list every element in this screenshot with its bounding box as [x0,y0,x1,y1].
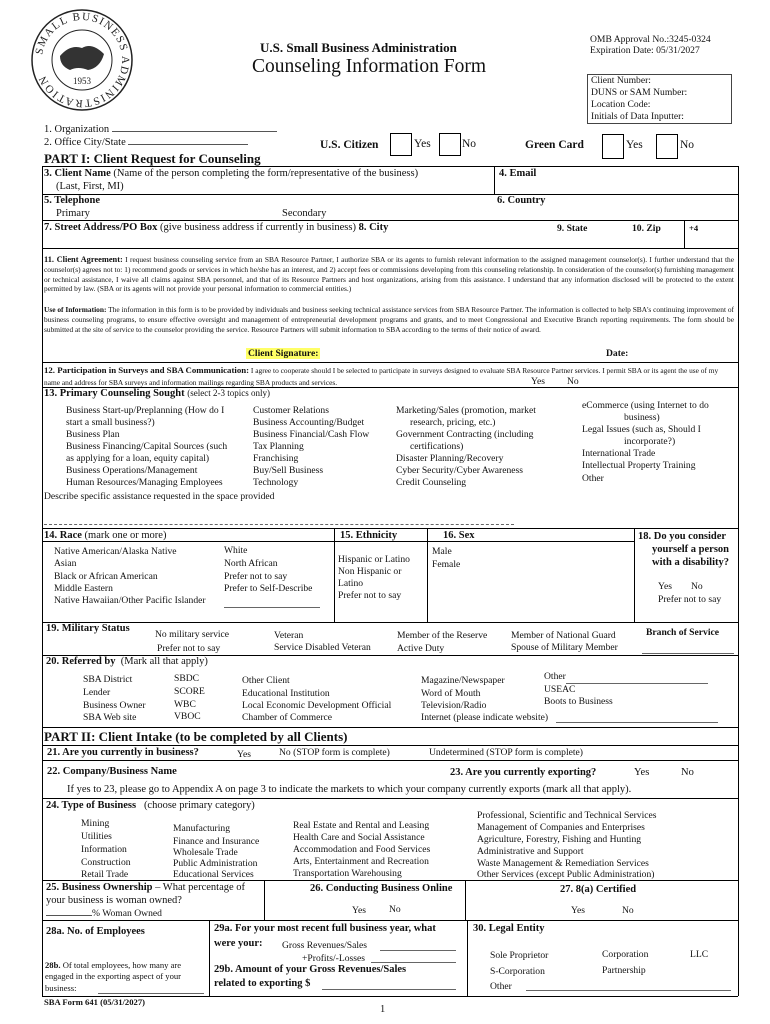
race-option[interactable]: Native American/Alaska Native [54,546,177,557]
disability-question: 18. Do you consider [638,531,727,542]
type-of-business-heading: 24. Type of Business (choose primary category) [46,800,255,811]
exporting-yes-option[interactable]: Yes [634,767,650,778]
referral-option[interactable]: WBC [174,699,196,710]
referral-option[interactable]: Internet (please indicate website) [421,712,549,723]
business-type-option[interactable]: Health Care and Social Assistance [293,832,425,843]
race-self-describe-line[interactable] [224,607,320,608]
military-option[interactable]: Active Duty [397,643,445,654]
client-name-format: (Last, First, MI) [56,181,124,192]
military-status-heading: 19. Military Status [46,623,130,634]
referral-option[interactable]: Chamber of Commerce [242,712,333,723]
sba-seal-logo [30,8,134,112]
ethnicity-heading: 15. Ethnicity [340,530,398,541]
topic-option[interactable]: Business Start-up/Preplanning (How do I [66,405,225,416]
8a-yes-option[interactable]: Yes [571,905,585,916]
citizen-no-checkbox[interactable] [439,133,461,156]
survey-participation-text: 12. Participation in Surveys and SBA Communication: I agree to cooperate should I be selected to participate in surveys designed to evaluate SBA Resource Partner services. I permit SBA or its agent the use of my name and address for SBA surveys and information mailings regarding SBA products and services. [44,365,719,387]
military-option[interactable]: Member of National Guard [511,630,616,641]
primary-phone-field[interactable]: Primary [56,208,90,219]
zip-field[interactable]: 10. Zip [632,223,661,234]
company-name-field[interactable]: 22. Company/Business Name [47,766,177,777]
survey-yes-option[interactable]: Yes [531,376,545,387]
topic-option-cont: start a small business?) [66,417,155,428]
sex-heading: 16. Sex [443,530,475,541]
describe-assistance-line[interactable] [44,524,514,525]
zip-plus4-field[interactable]: +4 [689,223,699,233]
counseling-sought-heading: 13. Primary Counseling Sought (select 2-3 topics only) [44,388,270,399]
race-option[interactable]: Native Hawaiian/Other Pacific Islander [54,595,206,606]
secondary-phone-field[interactable]: Secondary [282,208,327,219]
referred-by-heading: 20. Referred by (Mark all that apply) [46,656,208,667]
topic-option[interactable]: Other [582,473,604,484]
sex-option-male[interactable]: Male [432,546,452,557]
svg-text:1953: 1953 [73,76,91,86]
race-heading: 14. Race (mark one or more) [44,530,167,541]
page-number: 1 [380,1004,386,1015]
in-business-yes-option[interactable]: Yes [237,749,251,760]
telephone-label: 5. Telephone [44,195,101,206]
business-ownership-question-cont: your business is woman owned? [46,895,182,906]
referral-option[interactable]: SCORE [174,686,205,697]
topic-option[interactable]: Tax Planning [253,441,304,452]
survey-no-option[interactable]: No [567,376,579,387]
topic-option-cont: incorporate?) [624,436,676,447]
duns-sam-field[interactable]: DUNS or SAM Number: [591,87,688,98]
business-type-option[interactable]: Administrative and Support [477,846,584,857]
in-business-no-option[interactable]: No (STOP form is complete) [279,747,390,758]
citizen-yes-label: Yes [414,138,431,150]
business-type-option[interactable]: Waste Management & Remediation Services [477,858,649,869]
in-business-question: 21. Are you currently in business? [47,747,199,758]
legal-entity-option[interactable]: S-Corporation [490,966,545,977]
topic-option-cont: as applying for a loan, equity capital) [66,453,210,464]
ethnicity-option[interactable]: Non Hispanic or [338,566,402,577]
topic-option[interactable]: Government Contracting (including [396,429,534,440]
race-option[interactable]: Asian [54,558,77,569]
greencard-no-checkbox[interactable] [656,134,678,159]
client-agreement-text: 11. Client Agreement: I request business counseling service from an SBA Resource Partner, I authorize SBA or its agents to furnish relevant information to the assigned management counselor(s). I further understand that the counselor(s) agrees not to: 1) recommend goods or services in which he/she has an interest, and 2) accept fees or commissions developing from this counseling relationship. In consideration of the counselor(s) furnishing management or technical assistance, I waive all claims against SBA personnel, and that of its Resource Partners and host organizations, arising from this assistance. I understand that any information disclosed will be protected to the extent permitted by law. (SBA or its agents will not provide your personal information to commercial entities.) [44,255,734,294]
legal-entity-option[interactable]: Sole Proprietor [490,950,549,961]
us-citizen-label: U.S. Citizen [320,139,379,151]
military-option[interactable]: Member of the Reserve [397,630,488,641]
topic-option[interactable]: Human Resources/Managing Employees [66,477,223,488]
export-revenue-field[interactable]: related to exporting $ [214,978,311,989]
initials-inputter-field[interactable]: Initials of Data Inputter: [591,111,684,122]
use-of-information-text: Use of Information: The information in this form is to be provided by individuals and business seeking technical assistance services from SBA Resource Partner. The information is collected to help SBA's continuing improvement of business counseling programs, to ensure effective oversight and management of entrepreneurial development programs and grants, and to meet Congressional and Executive Branch reporting requirements. The form should be submitted at the site of service to the counselor providing the service. Resource Partners will submit information to SBA according to the terms of their notice of award. [44,305,735,334]
8a-no-option[interactable]: No [622,905,634,916]
disability-prefer-not-option[interactable]: Prefer not to say [658,594,722,605]
exporting-no-option[interactable]: No [681,767,694,778]
race-option[interactable]: Prefer not to say [224,571,288,582]
topic-option[interactable]: Legal Issues (such as, Should I [582,424,701,435]
disability-no-option[interactable]: No [691,581,703,592]
email-field[interactable]: 4. Email [499,168,537,179]
business-type-option[interactable]: Retail Trade [81,869,129,880]
gross-revenues-field[interactable]: Gross Revenues/Sales [282,940,367,951]
referral-option[interactable]: Television/Radio [421,700,487,711]
describe-assistance-label: Describe specific assistance requested in the space provided [44,491,275,502]
race-option[interactable]: Prefer to Self-Describe [224,583,313,594]
referral-option[interactable]: Boots to Business [544,696,613,707]
topic-option[interactable]: Business Financing/Capital Sources (such [66,441,228,452]
8a-certified-question: 27. 8(a) Certified [560,884,637,895]
online-business-question: 26. Conducting Business Online [310,883,453,894]
business-type-option[interactable]: Management of Companies and Enterprises [477,822,645,833]
part2-heading: PART II: Client Intake (to be completed by all Clients) [44,729,348,744]
business-type-option[interactable]: Accommodation and Food Services [293,844,431,855]
military-option[interactable]: Veteran [274,630,304,641]
topic-option[interactable]: Buy/Sell Business [253,465,324,476]
woman-owned-percent-field[interactable]: % Woman Owned [46,908,162,919]
topic-option[interactable]: Franchising [253,453,299,464]
referral-option[interactable]: Educational Institution [242,688,330,699]
legal-entity-option[interactable]: Corporation [602,949,649,960]
greencard-yes-label: Yes [626,139,643,151]
office-city-state-field[interactable]: 2. Office City/State [44,137,248,148]
referral-option[interactable]: SBA Web site [83,712,137,723]
military-option[interactable]: Service Disabled Veteran [274,642,371,653]
form-number: SBA Form 641 (05/31/2027) [44,997,145,1007]
military-option[interactable]: No military service [155,629,230,640]
branch-of-service-field[interactable]: Branch of Service [646,627,720,638]
business-type-option[interactable]: Mining [81,818,110,829]
business-type-option[interactable]: Other Services (except Public Administration) [477,869,655,880]
business-type-option[interactable]: Educational Services [173,869,254,880]
greencard-yes-checkbox[interactable] [602,134,624,159]
exporting-employees-line[interactable] [98,993,204,994]
exporting-question: 23. Are you currently exporting? [450,767,597,778]
disability-question-cont: with a disability? [652,557,730,568]
client-number-field[interactable]: Client Number: [591,75,651,86]
business-type-option[interactable]: Transportation Warehousing [293,868,402,879]
export-revenue-question: 29b. Amount of your Gross Revenues/Sales [214,964,407,975]
referral-option[interactable]: Business Owner [83,700,146,711]
referral-option[interactable]: SBDC [174,673,200,684]
exporting-employees-label-cont: engaged in the exporting aspect of your [45,971,182,981]
exporting-employees-label: 28b. Of total employees, how many are [45,960,182,970]
topic-option[interactable]: Disaster Planning/Recovery [396,453,504,464]
country-field[interactable]: 6. Country [497,195,546,206]
topic-option[interactable]: Customer Relations [253,405,329,416]
street-address-field[interactable]: 7. Street Address/PO Box (give business address if currently in business) 8. City [44,222,389,233]
referral-option[interactable]: SBA District [83,674,133,685]
business-type-option[interactable]: Real Estate and Rental and Leasing [293,820,430,831]
employees-field[interactable]: 28a. No. of Employees [46,926,145,937]
business-type-option[interactable]: Public Administration [173,858,258,869]
citizen-no-label: No [462,138,477,150]
website-line[interactable] [556,722,718,723]
expiration-date: Expiration Date: 05/31/2027 [590,45,700,56]
business-type-option[interactable]: Manufacturing [173,823,231,834]
topic-option[interactable]: International Trade [582,448,656,459]
referral-option[interactable]: USEAC [544,684,576,695]
topic-option[interactable]: Credit Counseling [396,477,467,488]
date-field[interactable]: Date: [606,348,629,359]
green-card-label: Green Card [525,139,584,151]
in-business-undetermined-option[interactable]: Undetermined (STOP form is complete) [429,747,584,758]
referral-option[interactable]: Magazine/Newspaper [421,675,505,686]
referral-option[interactable]: VBOC [174,711,201,722]
form-title: Counseling Information Form [252,56,486,77]
omb-approval: OMB Approval No.:3245-0324 [590,34,711,45]
legal-entity-option[interactable]: LLC [690,949,709,960]
disability-yes-option[interactable]: Yes [658,581,672,592]
business-type-option[interactable]: Professional, Scientific and Technical Services [477,810,657,821]
ethnicity-option-cont: Latino [338,578,364,589]
profits-losses-field[interactable]: +Profits/-Losses [302,953,365,964]
online-no-option[interactable]: No [389,904,401,915]
client-name-field[interactable]: 3. Client Name (Name of the person completing the form/representative of the business) [44,168,419,179]
topic-option[interactable]: Technology [253,477,299,488]
referral-option[interactable]: Local Economic Development Official [242,700,392,711]
topic-option[interactable]: Business Accounting/Budget [253,417,365,428]
referral-option[interactable]: Other Client [242,675,290,686]
race-options-box [48,543,326,613]
topic-option[interactable]: eCommerce (using Internet to do [582,400,709,411]
ethnicity-option[interactable]: Hispanic or Latino [338,554,410,565]
revenue-question: 29a. For your most recent full business year, what [214,923,436,934]
exporting-employees-label-cont: business: [45,983,77,993]
topic-option-cont: business) [624,412,660,423]
topic-option[interactable]: Business Plan [66,429,120,440]
military-option[interactable]: Prefer not to say [157,643,221,654]
business-type-option[interactable]: Utilities [81,831,112,842]
business-type-option[interactable]: Agriculture, Forestry, Fishing and Hunting [477,834,642,845]
race-option[interactable]: Black or African American [54,571,158,582]
legal-entity-option[interactable]: Partnership [602,965,646,976]
topic-option-cont: research, pricing, etc.) [410,417,496,428]
location-code-field[interactable]: Location Code: [591,99,651,110]
organization-field[interactable]: 1. Organization [44,124,277,135]
sex-option-female[interactable]: Female [432,559,461,570]
race-option[interactable]: Middle Eastern [54,583,113,594]
topic-option[interactable]: Business Operations/Management [66,465,198,476]
business-type-option[interactable]: Construction [81,857,131,868]
citizen-yes-checkbox[interactable] [390,133,412,156]
sba-seal-icon [30,8,134,112]
legal-entity-option[interactable]: Other [490,981,512,992]
topic-option[interactable]: Cyber Security/Cyber Awareness [396,465,524,476]
referral-other-line[interactable] [566,683,708,684]
legal-entity-other-line[interactable] [526,990,731,991]
disability-question-cont: yourself a person [652,544,729,555]
topic-option[interactable]: Marketing/Sales (promotion, market [396,405,536,416]
referral-option[interactable]: Lender [83,687,111,698]
topic-option[interactable]: Intellectual Property Training [582,460,696,471]
revenue-question-cont: were your: [214,938,263,949]
race-option[interactable]: North African [224,558,278,569]
admin-use-box [587,74,732,124]
business-type-option[interactable]: Wholesale Trade [173,847,238,858]
greencard-no-label: No [680,139,695,151]
business-type-option[interactable]: Arts, Entertainment and Recreation [293,856,429,867]
part1-heading: PART I: Client Request for Counseling [44,151,261,166]
ethnicity-option[interactable]: Prefer not to say [338,590,402,601]
state-field[interactable]: 9. State [557,223,588,234]
topic-option-cont: certifications) [410,441,464,452]
svg-text:SMALL BUSINESS ADMINISTRATION: SMALL BUSINESS ADMINISTRATION [33,10,132,110]
client-signature-field[interactable]: Client Signature: [248,348,319,359]
business-type-option[interactable]: Finance and Insurance [173,836,260,847]
agency-name: U.S. Small Business Administration [260,40,457,55]
appendix-instruction: If yes to 23, please go to Appendix A on page 3 to indicate the markets to which your company currently exports (mark all that apply). [67,784,632,795]
business-ownership-question: 25. Business Ownership – What percentage of [46,882,246,893]
online-yes-option[interactable]: Yes [352,905,366,916]
business-type-option[interactable]: Information [81,844,127,855]
legal-entity-heading: 30. Legal Entity [473,923,545,934]
referral-option[interactable]: Other [544,671,566,682]
topic-option[interactable]: Business Financial/Cash Flow [253,429,370,440]
military-option[interactable]: Spouse of Military Member [511,642,618,653]
race-option[interactable]: White [224,545,248,556]
referral-option[interactable]: Word of Mouth [421,688,481,699]
